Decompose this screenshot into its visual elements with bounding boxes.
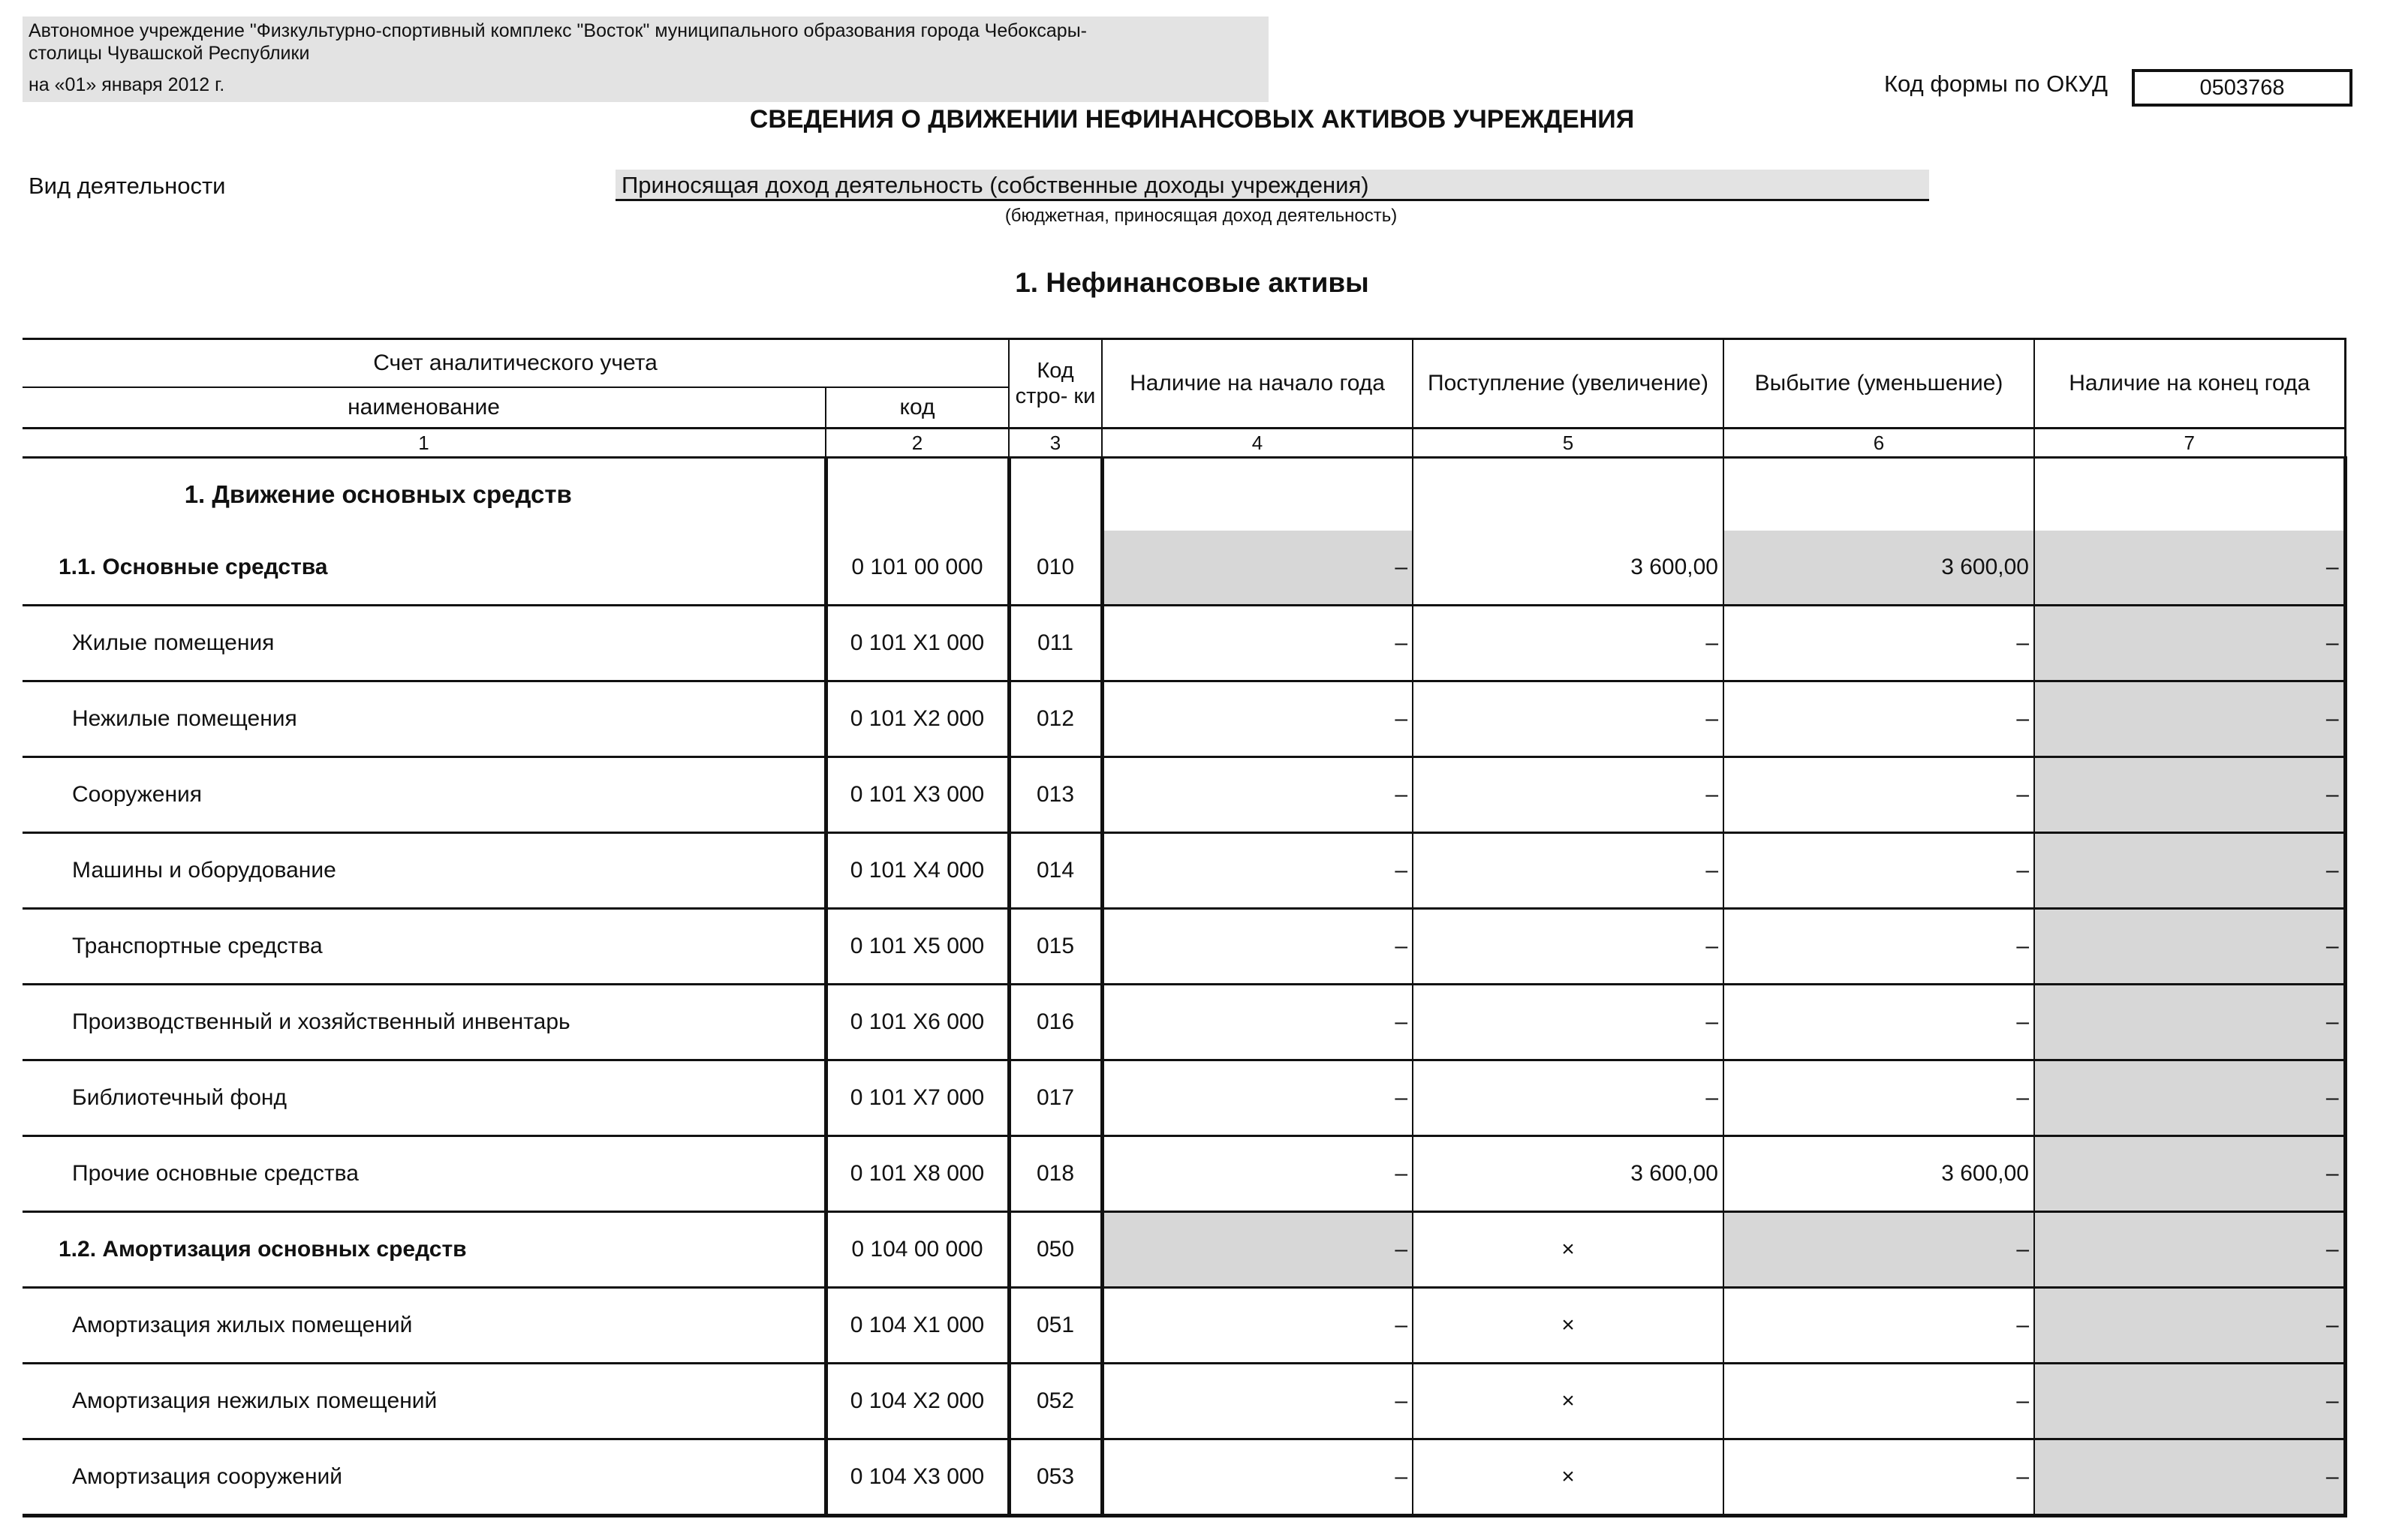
row-account-code: 0 101 Х2 000 (826, 681, 1009, 757)
row-line-code: 050 (1009, 1212, 1102, 1288)
row-begin-balance: – (1102, 1439, 1413, 1516)
table-row (23, 1136, 2345, 1212)
row-name: 1.2. Амортизация основных средств (23, 1212, 826, 1288)
row-outflow: – (1723, 833, 2034, 909)
row-end-balance: – (2034, 985, 2345, 1060)
row-end-balance: – (2034, 681, 2345, 757)
row-income: – (1413, 909, 1723, 985)
row-account-code: 0 101 Х1 000 (826, 606, 1009, 681)
row-begin-balance: – (1102, 531, 1413, 606)
org-name-line-2: столицы Чувашской Республики (29, 43, 310, 64)
row-name: Сооружения (23, 757, 826, 833)
header-code: код (826, 387, 1009, 429)
empty-cell (1009, 458, 1102, 531)
row-income: – (1413, 1060, 1723, 1136)
row-name: Транспортные средства (23, 909, 826, 985)
row-name: Амортизация нежилых помещений (23, 1364, 826, 1439)
header-colnum: 6 (1723, 429, 2034, 458)
row-line-code: 018 (1009, 1136, 1102, 1212)
row-account-code: 0 101 Х6 000 (826, 985, 1009, 1060)
header-colnum: 7 (2034, 429, 2345, 458)
row-end-balance: – (2034, 606, 2345, 681)
activity-value: Приносящая доход деятельность (собственные доходы учреждения) (616, 170, 1929, 201)
row-outflow: – (1723, 1439, 2034, 1516)
row-income: – (1413, 606, 1723, 681)
row-end-balance: – (2034, 1212, 2345, 1288)
header-income: Поступление (увеличение) (1413, 339, 1723, 429)
row-outflow: – (1723, 1288, 2034, 1364)
row-begin-balance: – (1102, 909, 1413, 985)
report-date: на «01» января 2012 г. (29, 74, 225, 95)
row-outflow: – (1723, 1060, 2034, 1136)
organization-header (23, 17, 1269, 102)
okud-label: Код формы по ОКУД (1884, 71, 2108, 97)
row-account-code: 0 104 Х2 000 (826, 1364, 1009, 1439)
activity-hint: (бюджетная, приносящая доход деятельность) (1004, 206, 1398, 226)
row-account-code: 0 101 Х8 000 (826, 1136, 1009, 1212)
row-account-code: 0 104 Х3 000 (826, 1439, 1009, 1516)
row-line-code: 011 (1009, 606, 1102, 681)
empty-cell (826, 458, 1009, 531)
row-begin-balance: – (1102, 681, 1413, 757)
table-row (23, 531, 2345, 606)
row-outflow: 3 600,00 (1723, 1136, 2034, 1212)
table-row (23, 757, 2345, 833)
row-income: × (1413, 1212, 1723, 1288)
row-outflow: – (1723, 1212, 2034, 1288)
header-begin-balance: Наличие на начало года (1102, 339, 1413, 429)
row-income: × (1413, 1364, 1723, 1439)
row-begin-balance: – (1102, 1212, 1413, 1288)
table-row (23, 1212, 2345, 1288)
section-title: 1. Нефинансовые активы (1015, 267, 1369, 298)
empty-cell (1723, 458, 2034, 531)
org-name-line-1: Автономное учреждение "Физкультурно-спортивный комплекс "Восток" муниципального образования города Чебоксары- (29, 20, 1088, 41)
row-begin-balance: – (1102, 757, 1413, 833)
row-outflow: – (1723, 606, 2034, 681)
row-name: Амортизация жилых помещений (23, 1288, 826, 1364)
table-row (23, 909, 2345, 985)
row-account-code: 0 101 00 000 (826, 531, 1009, 606)
okud-code: 0503768 (2132, 69, 2352, 107)
row-income: – (1413, 681, 1723, 757)
row-income: × (1413, 1439, 1723, 1516)
row-begin-balance: – (1102, 606, 1413, 681)
row-name: Амортизация сооружений (23, 1439, 826, 1516)
table-row (23, 1439, 2345, 1516)
row-line-code: 052 (1009, 1364, 1102, 1439)
row-line-code: 013 (1009, 757, 1102, 833)
row-line-code: 051 (1009, 1288, 1102, 1364)
row-income: – (1413, 833, 1723, 909)
row-name: Жилые помещения (23, 606, 826, 681)
row-account-code: 0 101 Х5 000 (826, 909, 1009, 985)
row-begin-balance: – (1102, 1136, 1413, 1212)
row-name: Производственный и хозяйственный инвентарь (23, 985, 826, 1060)
row-income: – (1413, 757, 1723, 833)
empty-cell (1413, 458, 1723, 531)
row-account-code: 0 104 00 000 (826, 1212, 1009, 1288)
empty-cell (1102, 458, 1413, 531)
table-row (23, 606, 2345, 681)
header-line-code: Код стро- ки (1009, 339, 1102, 429)
row-begin-balance: – (1102, 1364, 1413, 1439)
row-outflow: – (1723, 985, 2034, 1060)
nonfinancial-assets-table (23, 338, 2347, 1517)
row-begin-balance: – (1102, 833, 1413, 909)
header-name: наименование (23, 387, 826, 429)
row-line-code: 016 (1009, 985, 1102, 1060)
header-colnum: 5 (1413, 429, 1723, 458)
row-end-balance: – (2034, 1136, 2345, 1212)
row-name: 1.1. Основные средства (23, 531, 826, 606)
row-name: Прочие основные средства (23, 1136, 826, 1212)
row-income: 3 600,00 (1413, 1136, 1723, 1212)
table-row (23, 681, 2345, 757)
header-colnum: 3 (1009, 429, 1102, 458)
document-title: СВЕДЕНИЯ О ДВИЖЕНИИ НЕФИНАНСОВЫХ АКТИВОВ УЧРЕЖДЕНИЯ (749, 105, 1635, 134)
header-account-group: Счет аналитического учета (23, 339, 1009, 388)
header-end-balance: Наличие на конец года (2034, 339, 2345, 429)
header-outflow: Выбытие (уменьшение) (1723, 339, 2034, 429)
row-income: 3 600,00 (1413, 531, 1723, 606)
row-end-balance: – (2034, 909, 2345, 985)
row-account-code: 0 101 Х7 000 (826, 1060, 1009, 1136)
row-income: × (1413, 1288, 1723, 1364)
row-begin-balance: – (1102, 985, 1413, 1060)
row-begin-balance: – (1102, 1060, 1413, 1136)
header-colnum: 1 (23, 429, 826, 458)
table-row (23, 1288, 2345, 1364)
row-name: Библиотечный фонд (23, 1060, 826, 1136)
row-outflow: – (1723, 681, 2034, 757)
table-row (23, 985, 2345, 1060)
row-name: Нежилые помещения (23, 681, 826, 757)
row-income: – (1413, 985, 1723, 1060)
row-outflow: – (1723, 757, 2034, 833)
table-row (23, 1060, 2345, 1136)
row-end-balance: – (2034, 757, 2345, 833)
row-begin-balance: – (1102, 1288, 1413, 1364)
row-account-code: 0 101 Х4 000 (826, 833, 1009, 909)
row-account-code: 0 104 Х1 000 (826, 1288, 1009, 1364)
row-line-code: 017 (1009, 1060, 1102, 1136)
header-colnum: 2 (826, 429, 1009, 458)
row-end-balance: – (2034, 531, 2345, 606)
section-row-fixed-assets: 1. Движение основных средств (23, 458, 826, 531)
row-line-code: 014 (1009, 833, 1102, 909)
row-outflow: 3 600,00 (1723, 531, 2034, 606)
row-end-balance: – (2034, 1364, 2345, 1439)
row-end-balance: – (2034, 1060, 2345, 1136)
row-end-balance: – (2034, 1288, 2345, 1364)
activity-label: Вид деятельности (29, 173, 226, 199)
row-end-balance: – (2034, 833, 2345, 909)
row-outflow: – (1723, 909, 2034, 985)
table-row (23, 833, 2345, 909)
row-line-code: 012 (1009, 681, 1102, 757)
row-line-code: 015 (1009, 909, 1102, 985)
table-row (23, 1364, 2345, 1439)
row-name: Машины и оборудование (23, 833, 826, 909)
row-end-balance: – (2034, 1439, 2345, 1516)
row-line-code: 010 (1009, 531, 1102, 606)
empty-cell (2034, 458, 2345, 531)
row-line-code: 053 (1009, 1439, 1102, 1516)
row-account-code: 0 101 Х3 000 (826, 757, 1009, 833)
header-colnum: 4 (1102, 429, 1413, 458)
row-outflow: – (1723, 1364, 2034, 1439)
